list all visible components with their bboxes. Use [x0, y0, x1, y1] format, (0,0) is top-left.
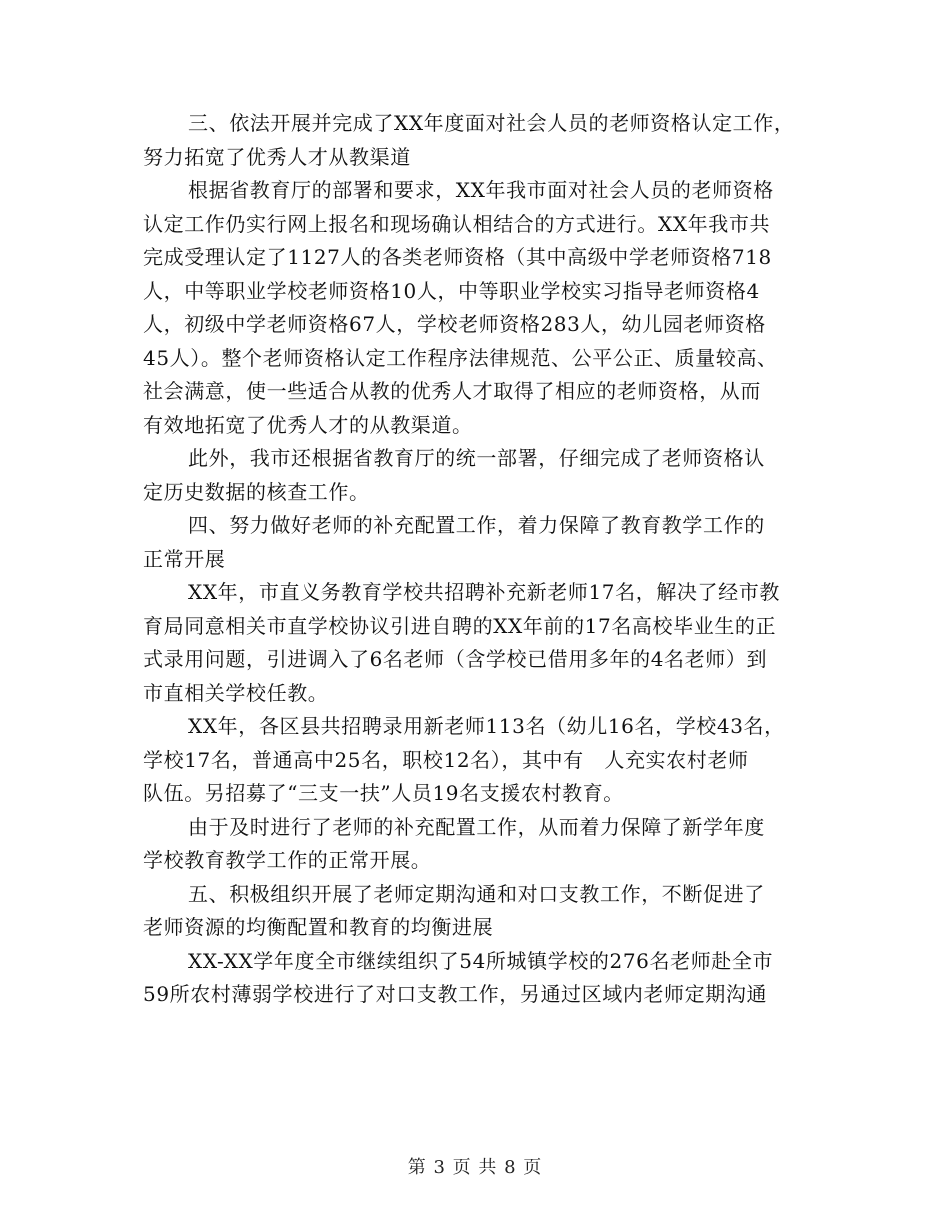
text-line: XX-XX学年度全市继续组织了54所城镇学校的276名老师赴全市 [188, 948, 774, 973]
text-line: 队伍。另招募了“三支一扶”人员19名支援农村教育。 [143, 781, 624, 805]
document-body [143, 107, 807, 1012]
text-line: 完成受理认定了1127人的各类老师资格（其中高级中学老师资格718 [143, 245, 772, 269]
text-line: 学校教育教学工作的正常开展。 [143, 848, 432, 872]
text-line: 市直相关学校任教。 [143, 680, 329, 705]
text-line: 此外，我市还根据省教育厅的统一部署，仔细完成了老师资格认 [188, 446, 765, 470]
text-line: 45人）。整个老师资格认定工作程序法律规范、公平公正、质量较高、 [143, 345, 778, 370]
text-line: 努力拓宽了优秀人才从教渠道 [143, 144, 411, 169]
text-line: 四、努力做好老师的补充配置工作，着力保障了教育教学工作的 [188, 513, 765, 537]
text-line: 有效地拓宽了优秀人才的从教渠道。 [143, 412, 473, 437]
text-line: 定历史数据的核查工作。 [143, 479, 370, 504]
text-line: 五、积极组织开展了老师定期沟通和对口支教工作，不断促进了 [188, 881, 765, 906]
text-line: 正常开展 [143, 546, 226, 571]
text-line: 59所农村薄弱学校进行了对口支教工作，另通过区域内老师定期沟通 [143, 982, 768, 1006]
text-line: 学校17名，普通高中25名，职校12名），其中有 人充实农村老师 [143, 747, 749, 772]
text-line: 三、依法开展并完成了XX年度面对社会人员的老师资格认定工作， [188, 111, 795, 135]
text-line: 根据省教育厅的部署和要求，XX年我市面对社会人员的老师资格 [188, 178, 774, 202]
text-line: 认定工作仍实行网上报名和现场确认相结合的方式进行。XX年我市共 [143, 211, 771, 236]
text-line: XX年，各区县共招聘录用新老师113名（幼儿16名，学校43名， [188, 714, 785, 738]
text-line: 育局同意相关市直学校协议引进自聘的XX年前的17名高校毕业生的正 [143, 613, 777, 638]
text-line: XX年，市直义务教育学校共招聘补充新老师17名，解决了经市教 [188, 580, 780, 604]
text-line: 式录用问题，引进调入了6名老师（含学校已借用多年的4名老师）到 [143, 647, 768, 671]
text-line: 社会满意，使一些适合从教的优秀人才取得了相应的老师资格，从而 [143, 379, 761, 403]
page-footer: 第 3 页 共 8 页 [407, 1157, 543, 1178]
text-line: 人，初级中学老师资格67人，学校老师资格283人，幼儿园老师资格 [143, 312, 766, 336]
text-line: 由于及时进行了老师的补充配置工作，从而着力保障了新学年度 [188, 814, 765, 839]
text-line: 人，中等职业学校老师资格10人，中等职业学校实习指导老师资格4 [143, 278, 760, 303]
text-line: 老师资源的均衡配置和教育的均衡进展 [143, 915, 494, 939]
